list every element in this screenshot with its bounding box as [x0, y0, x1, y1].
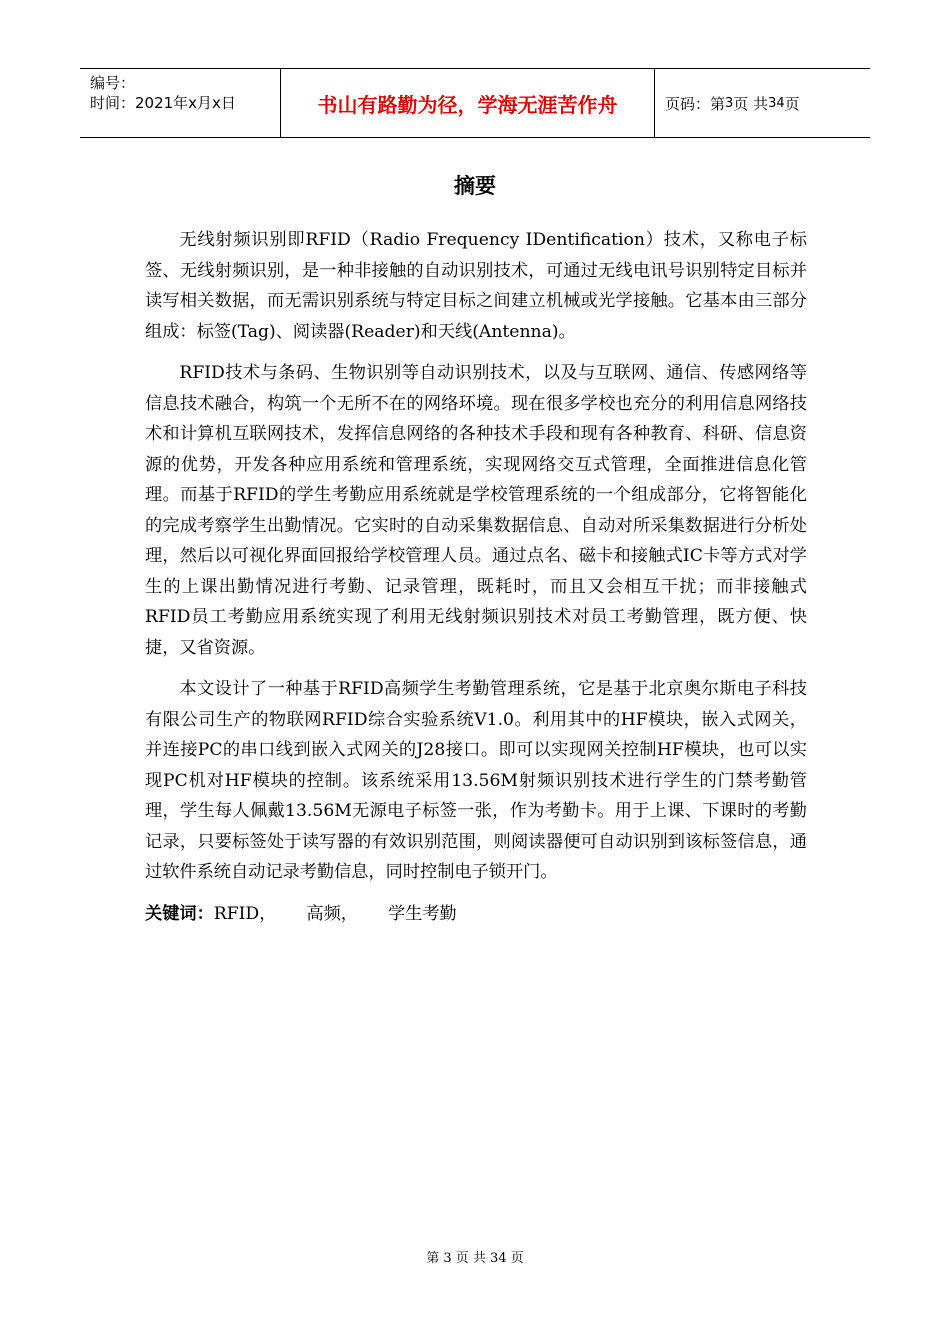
keyword-item: 学生考勤 — [387, 903, 457, 924]
page-middle: 页 共 — [733, 94, 769, 113]
document-time-label: 时间：2021年x月x日 — [90, 94, 236, 112]
header-page-info — [655, 69, 870, 137]
header-info-cell — [80, 69, 281, 137]
keywords-label: 关键词： — [145, 903, 214, 924]
document-number-label: 编号： — [90, 74, 136, 92]
page-footer: 第 3 页 共 34 页 — [426, 1251, 524, 1266]
page-prefix: 页码：第 — [665, 94, 726, 113]
abstract-paragraph-3: 本文设计了一种基于RFID高频学生考勤管理系统，它是基于北京奥尔斯电子科技有限公司生产的物联网RFID综合实验系统V1.0。利用其中的HF模块，嵌入式网关，并连接PC的串口线到嵌入式网关的J28接口。即可以实现网关控制HF模块，也可以实现PC机对HF模块的控制。该系统采用13.56M射频识别技术进行学生的门禁考勤管理，学生每人佩戴13.56M无源电子标签一张，作为考勤卡。用于上课、下课时的考勤记录，只要标签处于读写器的有效识别范围，则阅读器便可自动识别到该标签信息，通过软件系统自动记录考勤信息，同时控制电子锁开门。 — [145, 679, 807, 882]
abstract-body — [145, 225, 807, 929]
page-suffix: 页 — [784, 94, 800, 113]
page-total-number: 34 — [768, 95, 785, 111]
header-motto: 书山有路勤为径，学海无涯苦作舟 — [281, 69, 655, 137]
abstract-paragraph-2: RFID技术与条码、生物识别等自动识别技术，以及与互联网、通信、传感网络等信息技术融合，构筑一个无所不在的网络环境。现在很多学校也充分的利用信息网络技术和计算机互联网技术，发挥信息网络的各种技术手段和现有各种教育、科研、信息资源的优势，开发各种应用系统和管理系统，实现网络交互式管理，全面推进信息化管理。而基于RFID的学生考勤应用系统就是学校管理系统的一个组成部分，它将智能化的完成考察学生出勤情况。它实时的自动采集数据信息、自动对所采集数据进行分析处理，然后以可视化界面回报给学校管理人员。通过点名、磁卡和接触式IC卡等方式对学生的上课出勤情况进行考勤、记录管理，既耗时，而且又会相互干扰；而非接触式RFID员工考勤应用系统实现了利用无线射频识别技术对员工考勤管理，既方便、快捷，又省资源。 — [145, 363, 807, 658]
page-header — [80, 68, 870, 138]
keyword-item: 高频， — [306, 903, 358, 924]
keyword-item: RFID， — [213, 903, 277, 924]
page-current-number: 3 — [725, 95, 734, 111]
abstract-paragraph-1: 无线射频识别即RFID（Radio Frequency IDentification）技术，又称电子标签、无线射频识别，是一种非接触的自动识别技术，可通过无线电讯号识别特定目标并读写相关数据，而无需识别系统与特定目标之间建立机械或光学接触。它基本由三部分组成：标签(Tag)、阅读器(Reader)和天线(Antenna)。 — [145, 230, 807, 342]
keywords-line — [145, 899, 807, 929]
abstract-title: 摘要 — [454, 174, 496, 198]
